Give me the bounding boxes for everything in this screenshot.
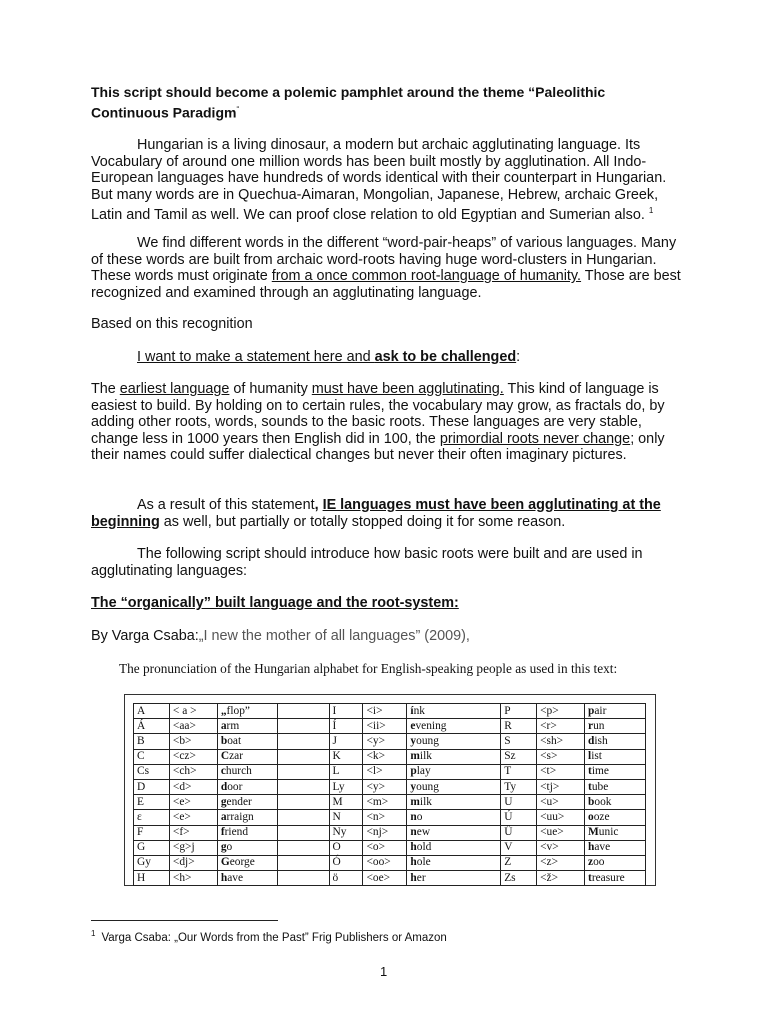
p6-a: As a result of this statement xyxy=(137,497,315,513)
table-cell: <tj> xyxy=(537,779,585,794)
document-title xyxy=(91,84,691,122)
byline-prefix: By Varga Csaba: xyxy=(91,628,199,644)
table-cell: <r> xyxy=(537,719,585,734)
table-cell: E xyxy=(134,795,170,810)
table-cell: H xyxy=(134,871,170,886)
alphabet-table xyxy=(133,703,646,886)
table-cell: <e> xyxy=(169,810,217,825)
table-row xyxy=(134,749,646,764)
p6-b1: , xyxy=(314,497,323,513)
table-cell: <f> xyxy=(169,825,217,840)
table-cell: milk xyxy=(407,749,501,764)
p5-u3: primordial roots never change xyxy=(439,430,631,447)
table-cell: <m> xyxy=(363,795,407,810)
table-row xyxy=(134,704,646,719)
table-cell: Ty xyxy=(501,779,537,794)
title-line-1: This script should become a polemic pamphlet around the theme “Paleolithic xyxy=(91,84,606,100)
table-cell: hole xyxy=(407,855,501,870)
table-row xyxy=(134,764,646,779)
table-cell: <dj> xyxy=(169,855,217,870)
table-cell: „flop” xyxy=(217,704,277,719)
table-cell: young xyxy=(407,734,501,749)
table-cell: N xyxy=(329,810,363,825)
table-cell: <h> xyxy=(169,871,217,886)
table-cell xyxy=(277,734,329,749)
table-cell: I xyxy=(329,704,363,719)
table-cell: <k> xyxy=(363,749,407,764)
table-cell: friend xyxy=(217,825,277,840)
table-cell: <g>j xyxy=(169,840,217,855)
table-cell: church xyxy=(217,764,277,779)
table-cell: K xyxy=(329,749,363,764)
table-cell: D xyxy=(134,779,170,794)
paragraph-1 xyxy=(91,137,691,224)
table-cell: treasure xyxy=(585,871,646,886)
statement-line xyxy=(91,349,691,366)
p5-a: The xyxy=(91,381,120,397)
table-cell: O xyxy=(329,840,363,855)
table-cell: milk xyxy=(407,795,501,810)
table-cell xyxy=(277,871,329,886)
table-cell: U xyxy=(501,795,537,810)
paragraph-2-underlined: from a once common root-language of humanity. xyxy=(271,268,582,285)
table-cell xyxy=(277,764,329,779)
table-cell: Ü xyxy=(501,825,537,840)
table-cell: F xyxy=(134,825,170,840)
statement-colon: : xyxy=(516,349,521,365)
table-cell xyxy=(277,840,329,855)
table-cell: <v> xyxy=(537,840,585,855)
table-cell xyxy=(277,719,329,734)
p5-b: of humanity xyxy=(229,381,312,397)
page-number: 1 xyxy=(380,964,388,979)
table-cell: <ch> xyxy=(169,764,217,779)
paragraph-7: The following script should introduce how basic roots were built and are used in agglutinating languages: xyxy=(91,546,643,579)
table-cell: Ny xyxy=(329,825,363,840)
table-cell xyxy=(277,704,329,719)
table-cell: door xyxy=(217,779,277,794)
table-cell: Á xyxy=(134,719,170,734)
table-cell: <i> xyxy=(363,704,407,719)
table-cell: Í xyxy=(329,719,363,734)
alphabet-table-frame xyxy=(124,694,656,886)
table-cell: <nj> xyxy=(363,825,407,840)
table-cell: <ž> xyxy=(537,871,585,886)
table-cell: Gy xyxy=(134,855,170,870)
table-cell: <z> xyxy=(537,855,585,870)
table-cell: arraign xyxy=(217,810,277,825)
paragraph-6 xyxy=(91,497,691,530)
table-cell: <t> xyxy=(537,764,585,779)
table-cell: <ii> xyxy=(363,719,407,734)
table-cell: B xyxy=(134,734,170,749)
footnote-ref[interactable]: 1 xyxy=(648,206,654,216)
table-cell xyxy=(277,795,329,810)
paragraph-2-text: We find different words in the different “word-pair-heaps” of various languages. Many of these words are built from archaic word-roots having huge word-clusters in Hungarian. These words must originate xyxy=(91,235,677,285)
statement-underlined: I want to make a statement here and xyxy=(137,349,375,365)
footnote xyxy=(91,929,447,944)
footnote-separator xyxy=(91,920,278,921)
table-cell xyxy=(277,749,329,764)
table-cell: <ue> xyxy=(537,825,585,840)
alphabet-table-body xyxy=(134,704,646,886)
table-cell: ɛ xyxy=(134,810,170,825)
p5-u1: earliest language xyxy=(119,381,230,397)
table-cell: T xyxy=(501,764,537,779)
paragraph-3: Based on this recognition xyxy=(91,316,253,332)
table-cell: V xyxy=(501,840,537,855)
table-cell: <s> xyxy=(537,749,585,764)
section-heading xyxy=(91,595,459,611)
table-cell: ooze xyxy=(585,810,646,825)
table-cell: <y> xyxy=(363,779,407,794)
table-cell: evening xyxy=(407,719,501,734)
table-cell xyxy=(277,779,329,794)
table-cell: time xyxy=(585,764,646,779)
table-cell: play xyxy=(407,764,501,779)
table-cell: Ly xyxy=(329,779,363,794)
table-cell: her xyxy=(407,871,501,886)
table-cell: ínk xyxy=(407,704,501,719)
section-heading-text: The “organically” built language and the root-system: xyxy=(91,595,459,611)
table-cell: Zs xyxy=(501,871,537,886)
table-cell xyxy=(277,855,329,870)
paragraph-2 xyxy=(91,235,691,301)
table-row xyxy=(134,855,646,870)
table-cell: G xyxy=(134,840,170,855)
footnote-text: Varga Csaba: „Our Words from the Past” Frig Publishers or Amazon xyxy=(101,931,447,944)
table-cell: <u> xyxy=(537,795,585,810)
paragraph-1-text: Hungarian is a living dinosaur, a modern but archaic agglutinating language. Its Vocabulary of around one million words has been built mostly by agglutination. All Indo-European languages have hundreds of words identical with their counterpart in Hungarian. But many words are in Quechua-Aimaran, Mongolian, Japanese, Hebrew, archaic Greek, Latin and Tamil as well. We can proof close relation to old Egyptian and Sumerian also. xyxy=(91,137,667,224)
table-cell: have xyxy=(585,840,646,855)
table-cell xyxy=(277,810,329,825)
table-cell: arm xyxy=(217,719,277,734)
table-cell: Ó xyxy=(329,855,363,870)
table-cell: < a > xyxy=(169,704,217,719)
table-cell: ö xyxy=(329,871,363,886)
p5-c: This kind of language is easiest to build. By holding on to certain rules, the vocabulary may grow, as fractals do, by adding other roots, words, sounds to the basic roots. These languages are very stable, change less in 1000 years then English did in 100, the xyxy=(91,381,665,447)
p6-c: as well, but partially or totally stopped doing it for some reason. xyxy=(159,513,566,530)
table-cell: Sz xyxy=(501,749,537,764)
table-cell: J xyxy=(329,734,363,749)
p5-d: ; only their names could suffer dialectical changes but never their often imaginary pictures. xyxy=(91,430,665,464)
table-cell: <aa> xyxy=(169,719,217,734)
table-cell: <o> xyxy=(363,840,407,855)
table-cell: <n> xyxy=(363,810,407,825)
table-cell: hold xyxy=(407,840,501,855)
table-cell: list xyxy=(585,749,646,764)
table-cell: <p> xyxy=(537,704,585,719)
table-cell: S xyxy=(501,734,537,749)
table-row xyxy=(134,810,646,825)
table-row xyxy=(134,719,646,734)
table-cell: book xyxy=(585,795,646,810)
table-cell: <oo> xyxy=(363,855,407,870)
table-cell: A xyxy=(134,704,170,719)
table-cell: gender xyxy=(217,795,277,810)
table-cell: M xyxy=(329,795,363,810)
table-cell: new xyxy=(407,825,501,840)
table-cell: no xyxy=(407,810,501,825)
table-cell: <d> xyxy=(169,779,217,794)
table-cell: C xyxy=(134,749,170,764)
p5-u2: must have been agglutinating. xyxy=(311,381,504,397)
table-cell: George xyxy=(217,855,277,870)
footnote-number: 1 xyxy=(91,929,96,938)
paragraph-2-text-end: Those are best recognized and examined through an agglutinating language. xyxy=(91,268,681,301)
byline xyxy=(91,628,470,644)
title-mark: “ xyxy=(236,105,240,114)
table-cell: <cz> xyxy=(169,749,217,764)
table-cell: <e> xyxy=(169,795,217,810)
byline-title: „I new the mother of all languages” (2009), xyxy=(198,628,470,644)
table-cell: tube xyxy=(585,779,646,794)
table-cell: Munic xyxy=(585,825,646,840)
table-cell: P xyxy=(501,704,537,719)
table-cell: <uu> xyxy=(537,810,585,825)
title-line-2: Continuous Paradigm xyxy=(91,104,237,121)
table-cell: <sh> xyxy=(537,734,585,749)
table-cell: Z xyxy=(501,855,537,870)
table-cell: R xyxy=(501,719,537,734)
table-row xyxy=(134,779,646,794)
table-cell: run xyxy=(585,719,646,734)
table-cell: <y> xyxy=(363,734,407,749)
table-cell: <oe> xyxy=(363,871,407,886)
table-cell: boat xyxy=(217,734,277,749)
table-cell: Cs xyxy=(134,764,170,779)
table-row xyxy=(134,871,646,886)
table-cell: go xyxy=(217,840,277,855)
table-cell: zoo xyxy=(585,855,646,870)
table-cell: dish xyxy=(585,734,646,749)
p6-bold-underlined: IE languages must have been agglutinating at the beginning xyxy=(91,497,661,530)
table-cell: Ú xyxy=(501,810,537,825)
table-row xyxy=(134,825,646,840)
table-row xyxy=(134,734,646,749)
table-cell: Czar xyxy=(217,749,277,764)
table-caption: The pronunciation of the Hungarian alphabet for English-speaking people as used in this text: xyxy=(119,661,618,676)
table-cell: L xyxy=(329,764,363,779)
table-cell: <l> xyxy=(363,764,407,779)
statement-bold: ask to be challenged xyxy=(374,349,517,365)
table-cell xyxy=(277,825,329,840)
table-cell: have xyxy=(217,871,277,886)
table-cell: <b> xyxy=(169,734,217,749)
table-row xyxy=(134,795,646,810)
paragraph-5 xyxy=(91,381,691,464)
table-cell: pair xyxy=(585,704,646,719)
table-row xyxy=(134,840,646,855)
table-cell: young xyxy=(407,779,501,794)
